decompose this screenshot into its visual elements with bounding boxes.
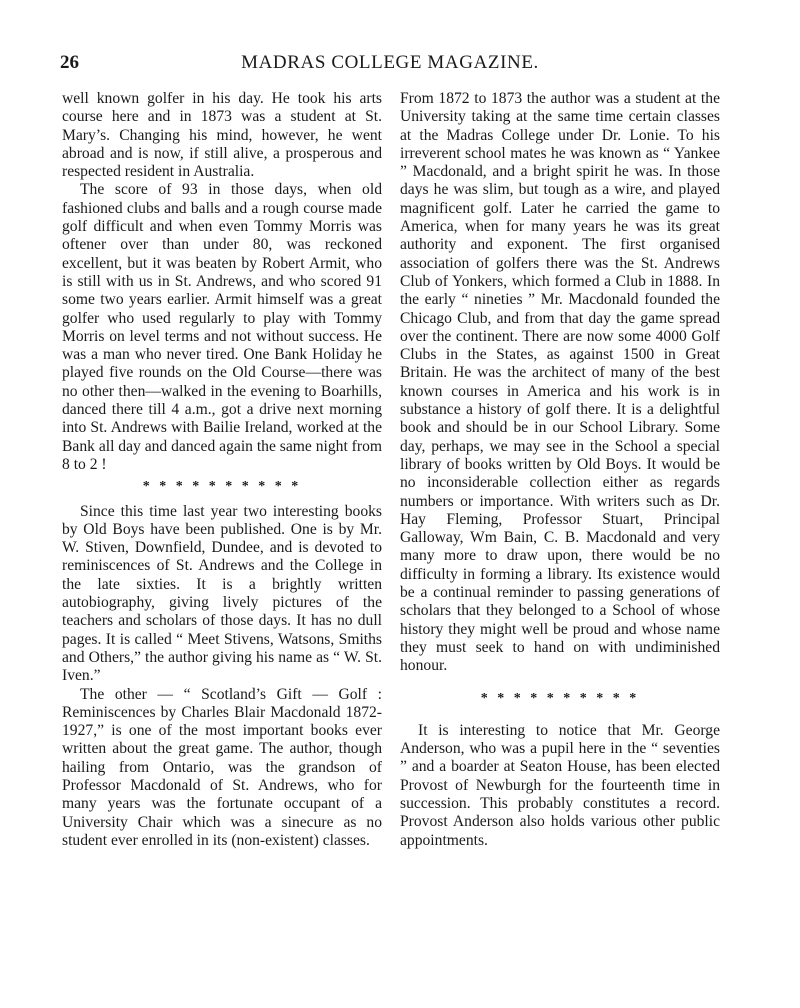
section-divider: * * * * * * * * * *	[142, 479, 302, 495]
paragraph: Since this time last year two interesting books by Old Boys have been published. One is by Mr. W. Stiven, Downfield, Dundee, and is devoted to reminiscences of St. Andrews and the College in the late sixties. It is a brightly written autobiography, giving lively pictures of the teachers and scholars of those days. It has no dull pages. It is called “ Meet Stivens, Watsons, Smiths and Others,” the author giving his name as “ W. St. Iven.”	[62, 502, 382, 685]
paragraph: It is interesting to notice that Mr. George Anderson, who was a pupil here in the “ seventies ” and a boarder at Seaton House, has been elected Provost of Newburgh for the fourteenth time in succession. This probably constitutes a record. Provost Anderson also holds various other public appointments.	[400, 721, 720, 849]
paragraph: From 1872 to 1873 the author was a student at the University taking at the same time certain classes at the Madras College under Dr. Lonie. To his irreverent school mates he was known as “ Yankee ” Macdonald, and a bright spirit he was. In those days he was slim, but tough as a wire, and played magnificent golf. Later he carried the game to America, when for many years he was its great authority and exponent. The first organised association of golfers there was the St. Andrews Club of Yonkers, which formed a Club in 1888. In the early “ nineties ” Mr. Macdonald founded the Chicago Club, and from that day the game spread over the continent. There are now some 4000 Golf Clubs in the States, as against 1500 in Great Britain. He was the architect of many of the best known courses in America and his work is in substance a history of golf there. It is a delightful book and should be in our School Library. Some day, perhaps, we may see in the School a special library of books written by Old Boys. It would be no inconsiderable collection either as regards numbers or importance. With writers such as Dr. Hay Fleming, Professor Stuart, Principal Galloway, Wm Bain, C. B. Macdonald and very many more to draw upon, there would be no difficulty in forming a library. Its existence would be a continual reminder to passing generations of scholars that they belonged to a School of whose history they might well be proud and whose name they must seek to hand on with undiminished honour.	[400, 90, 720, 675]
page-number: 26	[60, 52, 79, 73]
page-header	[60, 52, 720, 76]
paragraph: The score of 93 in those days, when old fashioned clubs and balls and a rough course made golf difficult and when even Tommy Morris was oftener over than under 80, was reckoned excellent, but it was beaten by Robert Armit, who is still with us in St. Andrews, and who scored 91 some two years earlier. Armit himself was a great golfer who used regularly to play with Tommy Morris on level terms and not without success. He was a man who never tired. One Bank Holiday he played five rounds on the Old Course—there was no other then—walked in the evening to Boarhills, danced there till 4 a.m., got a drive next morning into St. Andrews with Bailie Ireland, worked at the Bank all day and danced again the same night from 8 to 2 !	[62, 181, 382, 473]
right-column	[400, 90, 720, 850]
paragraph: The other — “ Scotland’s Gift — Golf : Reminiscences by Charles Blair Macdonald 1872-1927,” is one of the most important books ever written about the great game. The author, though hailing from Ontario, was the grandson of Professor Macdonald of St. Andrews, who for many years was the fortunate occupant of a University Chair which was a sinecure as no student ever enrolled in its (non-existent) classes.	[62, 685, 382, 849]
section-divider: * * * * * * * * * *	[480, 690, 640, 706]
paragraph: well known golfer in his day. He took his arts course here and in 1873 was a student at St. Mary’s. Changing his mind, however, he went abroad and is now, if still alive, a prosperous and respected resident in Australia.	[62, 90, 382, 181]
left-column	[62, 90, 382, 850]
running-title: MADRAS COLLEGE MAGAZINE.	[241, 52, 539, 73]
